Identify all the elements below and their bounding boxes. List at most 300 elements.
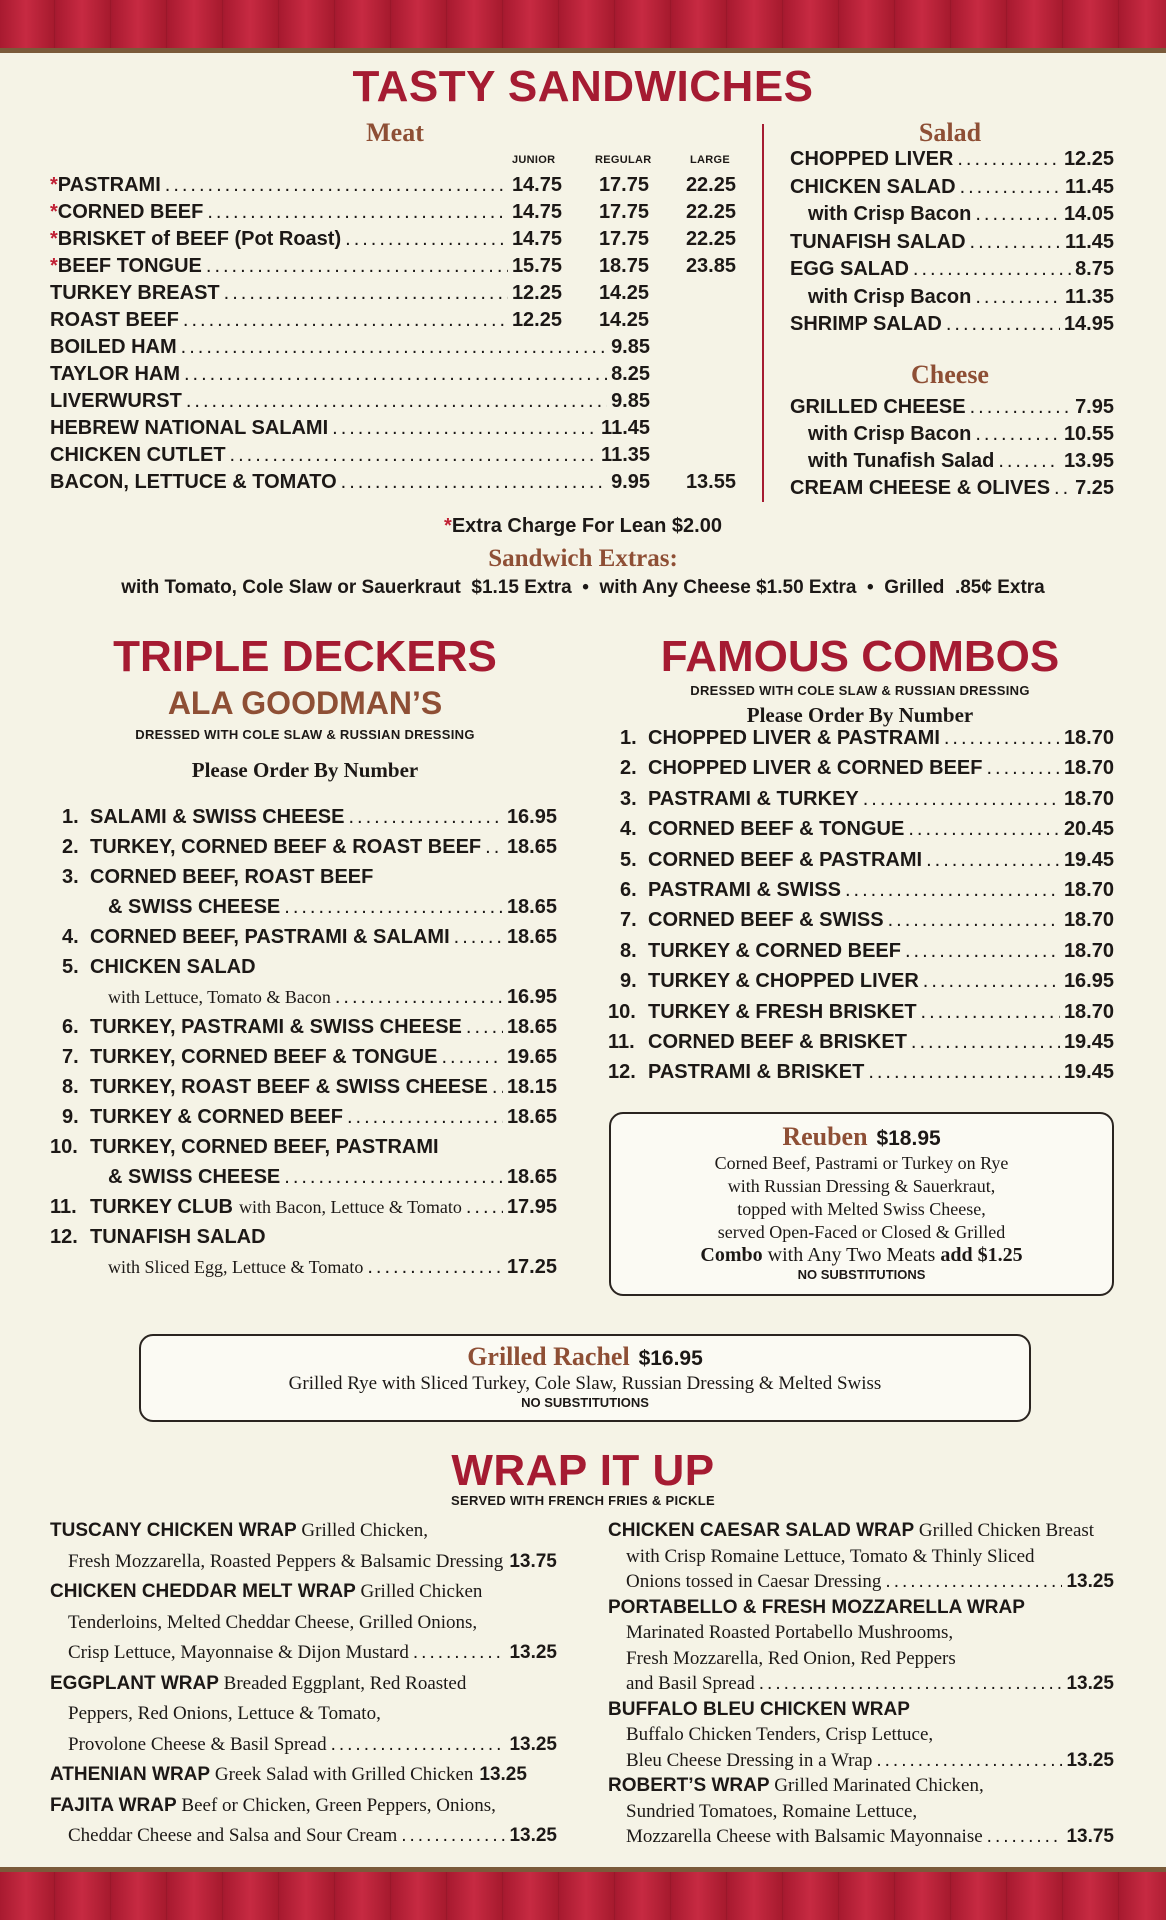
salad-row [790, 231, 1114, 254]
combo-row [608, 1001, 1114, 1024]
rachel-price: $16.95 [638, 1347, 703, 1370]
wrap-line [50, 1795, 496, 1817]
combo-name: CORNED BEEF & TONGUE [648, 818, 905, 841]
triple-deckers-title: TRIPLE DECKERS [113, 632, 497, 681]
wrap-line [626, 1622, 953, 1644]
triple-row [62, 1046, 557, 1069]
triple-price: 18.65 [506, 1106, 557, 1128]
wrap-line [626, 1801, 917, 1823]
wrap-name: FAJITA WRAP [50, 1794, 177, 1816]
price-junior: 12.25 [511, 309, 562, 331]
wrap-desc: Grilled Marinated Chicken, [769, 1775, 984, 1796]
sandwich-extras-heading: Sandwich Extras: [488, 545, 678, 572]
triple-row [50, 1226, 266, 1249]
price-regular: 8.25 [611, 363, 650, 385]
triple-row [62, 836, 557, 859]
triple-row [62, 1106, 557, 1129]
combo-row [608, 1031, 1114, 1054]
wrap-price: 13.25 [479, 1764, 527, 1785]
wrap-line [68, 1825, 557, 1847]
combo-price: 18.70 [1063, 727, 1114, 749]
dot-leader [921, 1001, 1060, 1024]
price-regular: 9.95 [611, 471, 650, 493]
price-junior: 14.75 [511, 228, 562, 250]
salad-item-price: 11.35 [1065, 285, 1114, 308]
wrap-desc: Beef or Chicken, Green Peppers, Onions, [176, 1794, 496, 1816]
grilled-rachel-box [139, 1334, 1031, 1422]
meat-item-name [50, 417, 328, 440]
triple-row [62, 806, 557, 829]
combo-row [620, 879, 1114, 902]
combo-num: 7. [620, 909, 637, 932]
wrap-name: ROBERT’S WRAP [608, 1775, 770, 1796]
triple-row-cont [108, 896, 557, 919]
cheese-item-name: with Crisp Bacon [808, 423, 972, 445]
lean-star: * [444, 515, 452, 537]
combo-name: CORNED BEEF & BRISKET [648, 1031, 907, 1053]
triple-price: 18.65 [506, 1016, 557, 1038]
wrap-price: 13.75 [509, 1550, 557, 1572]
wrap-name: CHICKEN CAESAR SALAD WRAP [608, 1520, 915, 1541]
triple-name: CORNED BEEF, PASTRAMI & SALAMI [90, 926, 450, 948]
triple-price: 18.15 [506, 1076, 557, 1098]
salad-row [808, 203, 1114, 226]
dot-leader [367, 1256, 503, 1279]
triple-name: TURKEY & CORNED BEEF [90, 1106, 343, 1128]
wrap-name: TUSCANY CHICKEN WRAP [50, 1520, 297, 1541]
salad-row [790, 176, 1114, 199]
dot-leader [911, 1031, 1060, 1054]
combo-row [620, 970, 1114, 993]
wrap-desc: and Basil Spread [626, 1673, 755, 1694]
dot-leader [975, 286, 1061, 309]
salad-item-name: with Crisp Bacon [808, 203, 972, 225]
wrap-desc: Onions tossed in Caesar Dressing [626, 1571, 882, 1592]
dot-leader [466, 1016, 503, 1039]
price-regular: 17.75 [598, 228, 649, 250]
dot-leader [284, 1166, 503, 1189]
meat-row [50, 336, 650, 359]
triple-num: 9. [62, 1106, 79, 1128]
dot-leader [345, 228, 508, 251]
reuben-desc-4: served Open-Faced or Closed & Grilled [717, 1222, 1006, 1242]
dot-leader [165, 174, 508, 197]
meat-heading: Meat [366, 118, 424, 147]
salad-row [790, 313, 1114, 336]
combo-num: 12. [608, 1061, 636, 1084]
wrap-desc: Fresh Mozzarella, Roasted Peppers & Balsamic Dressing [68, 1550, 504, 1572]
salad-item-price: 11.45 [1065, 230, 1114, 253]
meat-row [50, 201, 562, 224]
meat-row [50, 417, 650, 440]
wrap-line [68, 1642, 557, 1664]
combo-row [620, 757, 1114, 780]
triple-num: 10. [50, 1136, 78, 1158]
triple-row-desc [108, 1256, 557, 1279]
dot-leader [926, 849, 1060, 872]
dot-leader [206, 255, 508, 278]
cheese-row [808, 450, 1114, 473]
triple-row [62, 956, 256, 979]
price-regular: 14.25 [598, 309, 649, 331]
wrap-line [50, 1581, 482, 1603]
meat-row [50, 363, 650, 386]
lean-note-text: Extra Charge For Lean $2.00 [451, 515, 722, 537]
col-junior: JUNIOR [512, 154, 556, 166]
price-regular: 9.85 [611, 390, 650, 412]
triple-name-cont: & SWISS CHEESE [108, 896, 281, 918]
triple-row [50, 1196, 557, 1219]
meat-item-name [50, 471, 337, 494]
triple-row [62, 1076, 557, 1099]
dot-leader [183, 309, 508, 332]
triple-price: 18.65 [506, 836, 557, 858]
cheese-item-price: 7.95 [1075, 396, 1114, 418]
dot-leader [987, 1826, 1063, 1848]
price-regular: 14.25 [598, 282, 649, 304]
triple-price: 19.65 [506, 1046, 557, 1068]
top-decorative-band [0, 0, 1166, 53]
wrap-line [626, 1826, 1114, 1848]
salad-row [790, 258, 1114, 281]
combo-name: TURKEY & CHOPPED LIVER [648, 970, 919, 993]
dot-leader [905, 940, 1060, 963]
sandwich-extras-text: with Tomato, Cole Slaw or Sauerkraut $1.15 Extra • with Any Cheese $1.50 Extra • Grilled .85¢ Extra [121, 577, 1045, 598]
wrap-line [608, 1520, 1094, 1542]
reuben-desc-3: topped with Melted Swiss Cheese, [737, 1199, 986, 1219]
reuben-combo [611, 1244, 1112, 1267]
wrap-line [608, 1699, 910, 1721]
triple-name: CORNED BEEF, ROAST BEEF [90, 866, 374, 888]
wrap-line [626, 1724, 933, 1746]
combo-price: 18.70 [1063, 1000, 1114, 1023]
combo-price: 18.70 [1063, 939, 1114, 962]
dot-leader [975, 203, 1060, 226]
dot-leader [1054, 477, 1071, 500]
meat-row [50, 309, 562, 332]
salad-item-name: EGG SALAD [790, 258, 909, 280]
wrap-desc: Cheddar Cheese and Salsa and Sour Cream [68, 1825, 398, 1846]
meat-item-label: CHICKEN CUTLET [50, 444, 226, 466]
dot-leader [207, 201, 508, 224]
meat-row [50, 444, 650, 467]
triple-name: TURKEY, CORNED BEEF & TONGUE [90, 1046, 438, 1068]
triple-row-desc [108, 986, 557, 1009]
price-junior: 14.75 [511, 201, 562, 223]
tasty-sandwiches-title: TASTY SANDWICHES [352, 62, 814, 111]
triple-num: 6. [62, 1016, 79, 1038]
triple-price: 17.25 [506, 1256, 557, 1278]
dot-leader [957, 148, 1060, 171]
triple-row [62, 866, 373, 889]
wraps-served-note: SERVED WITH FRENCH FRIES & PICKLE [451, 1493, 715, 1508]
dot-leader [975, 423, 1060, 446]
dot-leader [341, 471, 607, 494]
wrap-it-up-title: WRAP IT UP [451, 1446, 715, 1495]
lean-star: * [50, 255, 58, 277]
cheese-item-name: CREAM CHEESE & OLIVES [790, 477, 1051, 499]
col-large: LARGE [690, 154, 730, 166]
wrap-price: 13.25 [1066, 1673, 1114, 1694]
combo-num: 8. [620, 939, 637, 962]
salad-item-price: 8.75 [1075, 258, 1114, 280]
triple-num: 1. [62, 806, 79, 828]
salad-item-price: 14.95 [1063, 313, 1114, 335]
reuben-desc-2: with Russian Dressing & Sauerkraut, [727, 1176, 996, 1196]
wrap-desc: Grilled Chicken, [296, 1520, 429, 1541]
dot-leader [348, 806, 502, 829]
dot-leader [485, 836, 503, 859]
combo-price: 19.45 [1063, 1061, 1114, 1084]
combo-row [620, 727, 1114, 750]
price-large: 22.25 [685, 174, 736, 196]
dot-leader [466, 1196, 503, 1219]
wrap-price: 13.25 [509, 1825, 557, 1846]
combo-num: 3. [620, 787, 637, 810]
wrap-desc: Greek Salad with Grilled Chicken [210, 1764, 474, 1785]
wrap-desc: Fresh Mozzarella, Red Onion, Red Peppers [626, 1647, 956, 1669]
price-regular: 17.75 [598, 174, 649, 196]
wrap-desc: Buffalo Chicken Tenders, Crisp Lettuce, [626, 1724, 934, 1745]
dot-leader [331, 1734, 506, 1756]
combo-name: PASTRAMI & TURKEY [648, 787, 859, 810]
wrap-desc: Tenderloins, Melted Cheddar Cheese, Grilled Onions, [68, 1611, 478, 1633]
cheese-heading: Cheese [911, 360, 989, 389]
combo-name: PASTRAMI & SWISS [648, 879, 841, 901]
triple-name: SALAMI & SWISS CHEESE [90, 806, 345, 828]
dot-leader [986, 757, 1059, 780]
price-regular: 9.85 [611, 336, 650, 358]
bottom-decorative-band [0, 1867, 1166, 1920]
wrap-line [50, 1764, 527, 1786]
triple-desc: with Lettuce, Tomato & Bacon [108, 987, 331, 1007]
wrap-desc: Bleu Cheese Dressing in a Wrap [626, 1749, 873, 1771]
salad-row [790, 148, 1114, 171]
meat-item-name [50, 444, 226, 467]
combo-name: CHOPPED LIVER & CORNED BEEF [648, 757, 983, 780]
lean-note [0, 515, 1166, 538]
wrap-desc: Provolone Cheese & Basil Spread [68, 1733, 327, 1755]
triple-name: TURKEY, PASTRAMI & SWISS CHEESE [90, 1016, 462, 1038]
combo-name: CHOPPED LIVER & PASTRAMI [648, 727, 940, 749]
price-junior: 12.25 [511, 282, 562, 304]
salad-item-price: 11.45 [1065, 175, 1114, 198]
meat-item-label: LIVERWURST [50, 390, 182, 412]
price-large: 22.25 [685, 228, 736, 250]
cheese-row [790, 396, 1114, 419]
combo-num: 1. [620, 727, 637, 749]
wrap-name: CHICKEN CHEDDAR MELT WRAP [50, 1581, 356, 1602]
combo-name: PASTRAMI & BRISKET [648, 1061, 865, 1084]
combo-num: 11. [608, 1031, 635, 1053]
meat-row [50, 255, 562, 278]
salad-item-name: CHOPPED LIVER [790, 148, 954, 170]
triple-desc: with Bacon, Lettuce & Tomato [238, 1197, 462, 1217]
triple-name: TURKEY CLUB [90, 1196, 233, 1218]
price-regular: 17.75 [598, 201, 649, 223]
cheese-item-name: GRILLED CHEESE [790, 396, 966, 418]
wrap-line [608, 1597, 1025, 1619]
dot-leader [335, 986, 503, 1009]
dot-leader [908, 818, 1060, 841]
dot-leader [885, 1571, 1062, 1593]
triple-num: 11. [50, 1196, 77, 1218]
wrap-line [626, 1750, 1114, 1772]
triple-name: TURKEY, CORNED BEEF & ROAST BEEF [90, 836, 482, 858]
combo-num: 9. [620, 970, 637, 993]
reuben-desc-1: Corned Beef, Pastrami or Turkey on Rye [714, 1153, 1009, 1173]
meat-row [50, 228, 562, 251]
triple-num: 7. [62, 1046, 79, 1068]
wrap-desc: Crisp Lettuce, Mayonnaise & Dijon Mustard [68, 1642, 409, 1663]
dot-leader [946, 313, 1060, 336]
price-large: 22.25 [685, 201, 736, 223]
dot-leader [759, 1673, 1063, 1695]
meat-item-name [50, 309, 179, 332]
meat-item-name [50, 336, 177, 359]
dot-leader [492, 1076, 503, 1099]
dot-leader [888, 909, 1060, 932]
wrap-line [626, 1648, 956, 1670]
combo-name: CORNED BEEF & SWISS [648, 909, 884, 932]
wrap-price: 13.75 [1066, 1826, 1114, 1847]
reuben-combo-text: with Any Two Meats [762, 1244, 941, 1266]
salad-item-name: CHICKEN SALAD [790, 175, 956, 198]
wrap-desc: Grilled Chicken Breast [914, 1520, 1095, 1541]
wrap-desc: Marinated Roasted Portabello Mushrooms, [626, 1622, 954, 1643]
cheese-row [808, 423, 1114, 446]
wrap-name: ATHENIAN WRAP [50, 1764, 211, 1785]
meat-item-label: TAYLOR HAM [50, 363, 180, 385]
salad-item-name: SHRIMP SALAD [790, 313, 942, 335]
wrap-line [68, 1612, 477, 1634]
dot-leader [284, 896, 503, 919]
meat-item-label: BRISKET of BEEF (Pot Roast) [57, 228, 342, 250]
combos-dressed-note: DRESSED WITH COLE SLAW & RUSSIAN DRESSING [690, 683, 1030, 698]
combo-row [620, 909, 1114, 932]
wrap-name: EGGPLANT WRAP [50, 1672, 219, 1694]
meat-item-name [50, 390, 182, 413]
col-regular: REGULAR [595, 154, 652, 166]
cheese-item-name: with Tunafish Salad [808, 450, 995, 472]
triple-price: 17.95 [506, 1196, 557, 1218]
meat-item-label: PASTRAMI [57, 174, 161, 196]
dot-leader [845, 879, 1060, 902]
triple-name: TUNAFISH SALAD [90, 1226, 266, 1248]
triple-name: TURKEY, CORNED BEEF, PASTRAMI [90, 1136, 439, 1158]
wrap-desc: with Crisp Romaine Lettuce, Tomato & Thinly Sliced [626, 1545, 1035, 1567]
dot-leader [876, 1750, 1062, 1772]
combo-row [620, 940, 1114, 963]
rachel-no-substitutions: NO SUBSTITUTIONS [521, 1395, 649, 1410]
wrap-name: BUFFALO BLEU CHICKEN WRAP [608, 1698, 910, 1720]
salad-item-name: with Crisp Bacon [808, 285, 972, 308]
dot-leader [413, 1642, 506, 1664]
triple-price: 16.95 [506, 806, 557, 828]
triple-price: 18.65 [506, 896, 557, 918]
wrap-desc: Breaded Eggplant, Red Roasted [218, 1672, 467, 1694]
dot-leader [970, 396, 1071, 419]
triple-price: 16.95 [506, 986, 557, 1008]
wrap-line [626, 1571, 1114, 1593]
combo-name: TURKEY & FRESH BRISKET [648, 1000, 917, 1023]
combo-num: 5. [620, 848, 637, 871]
combo-row [620, 788, 1114, 811]
rachel-name: Grilled Rachel [467, 1342, 630, 1371]
famous-combos-title: FAMOUS COMBOS [660, 632, 1060, 681]
triple-num: 5. [62, 956, 79, 978]
wrap-line [68, 1734, 557, 1756]
meat-item-name [50, 255, 202, 278]
reuben-name: Reuben [782, 1122, 868, 1151]
salad-item-price: 14.05 [1063, 203, 1114, 225]
combo-price: 18.70 [1063, 787, 1114, 810]
cheese-row [790, 477, 1114, 500]
price-regular: 18.75 [598, 255, 649, 277]
triple-num: 8. [62, 1076, 79, 1098]
price-large: 23.85 [685, 255, 736, 277]
dot-leader [944, 727, 1060, 750]
price-large: 13.55 [685, 471, 736, 493]
combo-row [608, 1061, 1114, 1084]
reuben-combo-label: Combo [700, 1244, 763, 1266]
combo-price: 18.70 [1063, 757, 1114, 780]
triple-price: 18.65 [506, 1166, 557, 1188]
meat-item-label: CORNED BEEF [57, 201, 204, 223]
dot-leader [224, 282, 508, 305]
price-regular: 11.35 [601, 444, 650, 466]
dot-leader [970, 231, 1062, 254]
dot-leader [868, 1061, 1060, 1084]
wrap-line [50, 1520, 428, 1542]
dot-leader [186, 390, 607, 413]
combos-order-note: Please Order By Number [746, 703, 974, 727]
wrap-desc: Sundried Tomatoes, Romaine Lettuce, [626, 1800, 918, 1822]
combo-price: 20.45 [1063, 818, 1114, 841]
wrap-line [626, 1546, 1035, 1568]
triple-row [50, 1136, 439, 1159]
meat-row [50, 282, 562, 305]
meat-item-label: BOILED HAM [50, 336, 177, 358]
meat-item-label: BACON, LETTUCE & TOMATO [50, 471, 337, 493]
dot-leader [184, 363, 607, 386]
combo-row [620, 849, 1114, 872]
salad-item-name: TUNAFISH SALAD [790, 230, 966, 253]
wrap-line [68, 1551, 557, 1573]
meat-item-label: TURKEY BREAST [50, 282, 220, 304]
salad-heading: Salad [918, 118, 982, 147]
wrap-price: 13.25 [509, 1642, 557, 1663]
triple-order-note: Please Order By Number [191, 758, 419, 782]
dot-leader [401, 1825, 505, 1847]
combo-num: 4. [620, 818, 637, 841]
dot-leader [863, 788, 1060, 811]
combo-price: 18.70 [1063, 909, 1114, 932]
wrap-price: 13.25 [1066, 1571, 1114, 1592]
triple-dressed-note: DRESSED WITH COLE SLAW & RUSSIAN DRESSING [135, 727, 475, 742]
triple-num: 2. [62, 836, 79, 858]
triple-row [62, 926, 557, 949]
dot-leader [998, 450, 1060, 473]
wrap-name: PORTABELLO & FRESH MOZZARELLA WRAP [608, 1596, 1025, 1618]
wrap-line [608, 1775, 984, 1797]
meat-item-label: ROAST BEEF [50, 309, 179, 331]
wrap-price: 13.25 [1066, 1749, 1114, 1771]
meat-item-name [50, 363, 180, 386]
wrap-line [68, 1703, 381, 1725]
combo-num: 10. [608, 1000, 636, 1023]
wrap-desc: Grilled Chicken [355, 1581, 483, 1602]
